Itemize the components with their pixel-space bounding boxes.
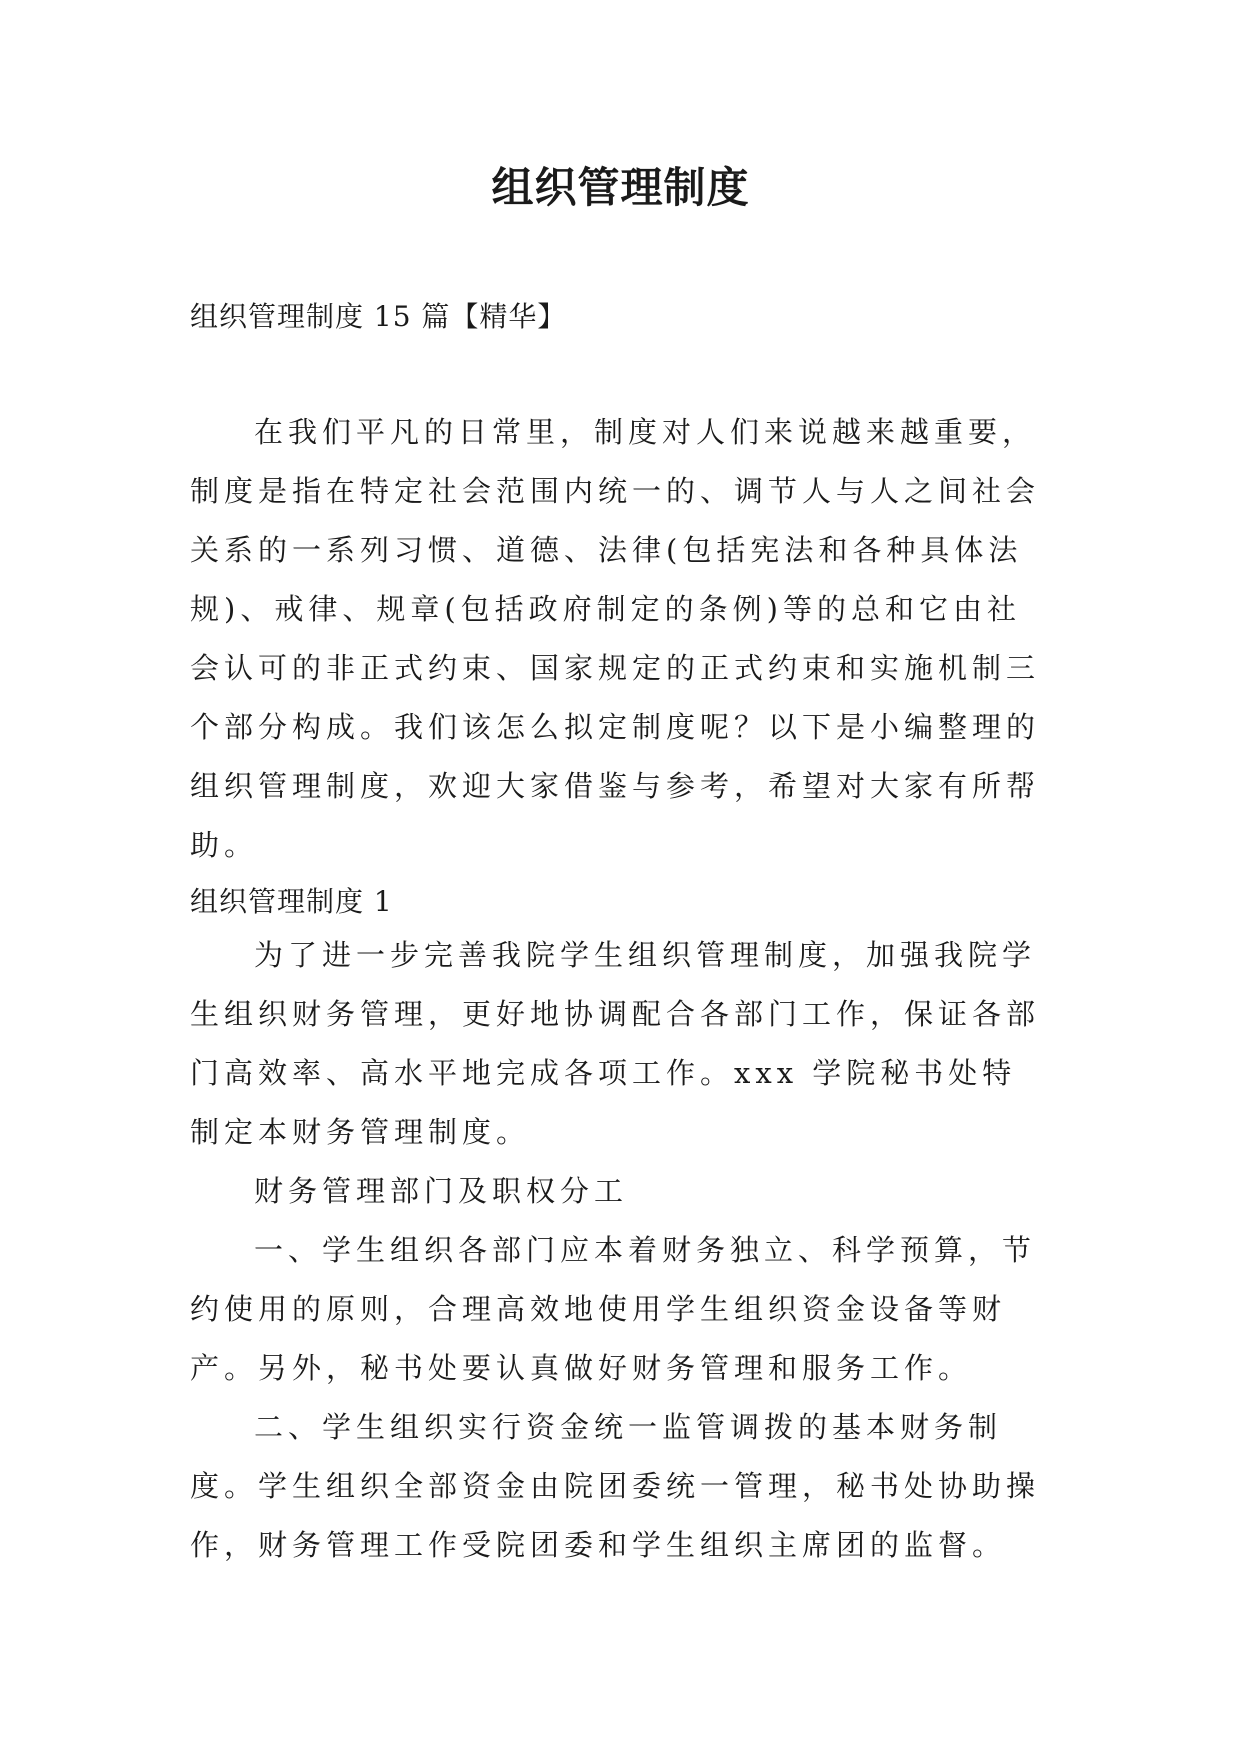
section-heading: 组织管理制度 1 [190, 885, 393, 918]
section-paragraph: 一、学生组织各部门应本着财务独立、科学预算，节约使用的原则，合理高效地使用学生组织资金设备等财产。另外，秘书处要认真做好财务管理和服务工作。 [190, 1233, 1037, 1385]
section-body [190, 926, 1050, 1575]
section-paragraph: 二、学生组织实行资金统一监管调拨的基本财务制度。学生组织全部资金由院团委统一管理，秘书处协助操作，财务管理工作受院团委和学生组织主席团的监督。 [190, 1410, 1041, 1562]
intro-paragraph: 在我们平凡的日常里，制度对人们来说越来越重要，制度是指在特定社会范围内统一的、调节人与人之间社会关系的一系列习惯、道德、法律(包括宪法和各种具体法规)、戒律、规章(包括政府制定的条例)等的总和它由社会认可的非正式约束、国家规定的正式约束和实施机制三个部分构成。我们该怎么拟定制度呢？以下是小编整理的组织管理制度，欢迎大家借鉴与参考，希望对大家有所帮助。 [190, 415, 1041, 862]
document-title: 组织管理制度 [491, 163, 750, 212]
section-subheading: 财务管理部门及职权分工 [254, 1174, 629, 1208]
section-paragraph: 为了进一步完善我院学生组织管理制度，加强我院学生组织财务管理，更好地协调配合各部门工作，保证各部门高效率、高水平地完成各项工作。xxx 学院秘书处特制定本财务管理制度。 [190, 938, 1041, 1149]
document-subtitle: 组织管理制度 15 篇【精华】 [190, 300, 567, 333]
